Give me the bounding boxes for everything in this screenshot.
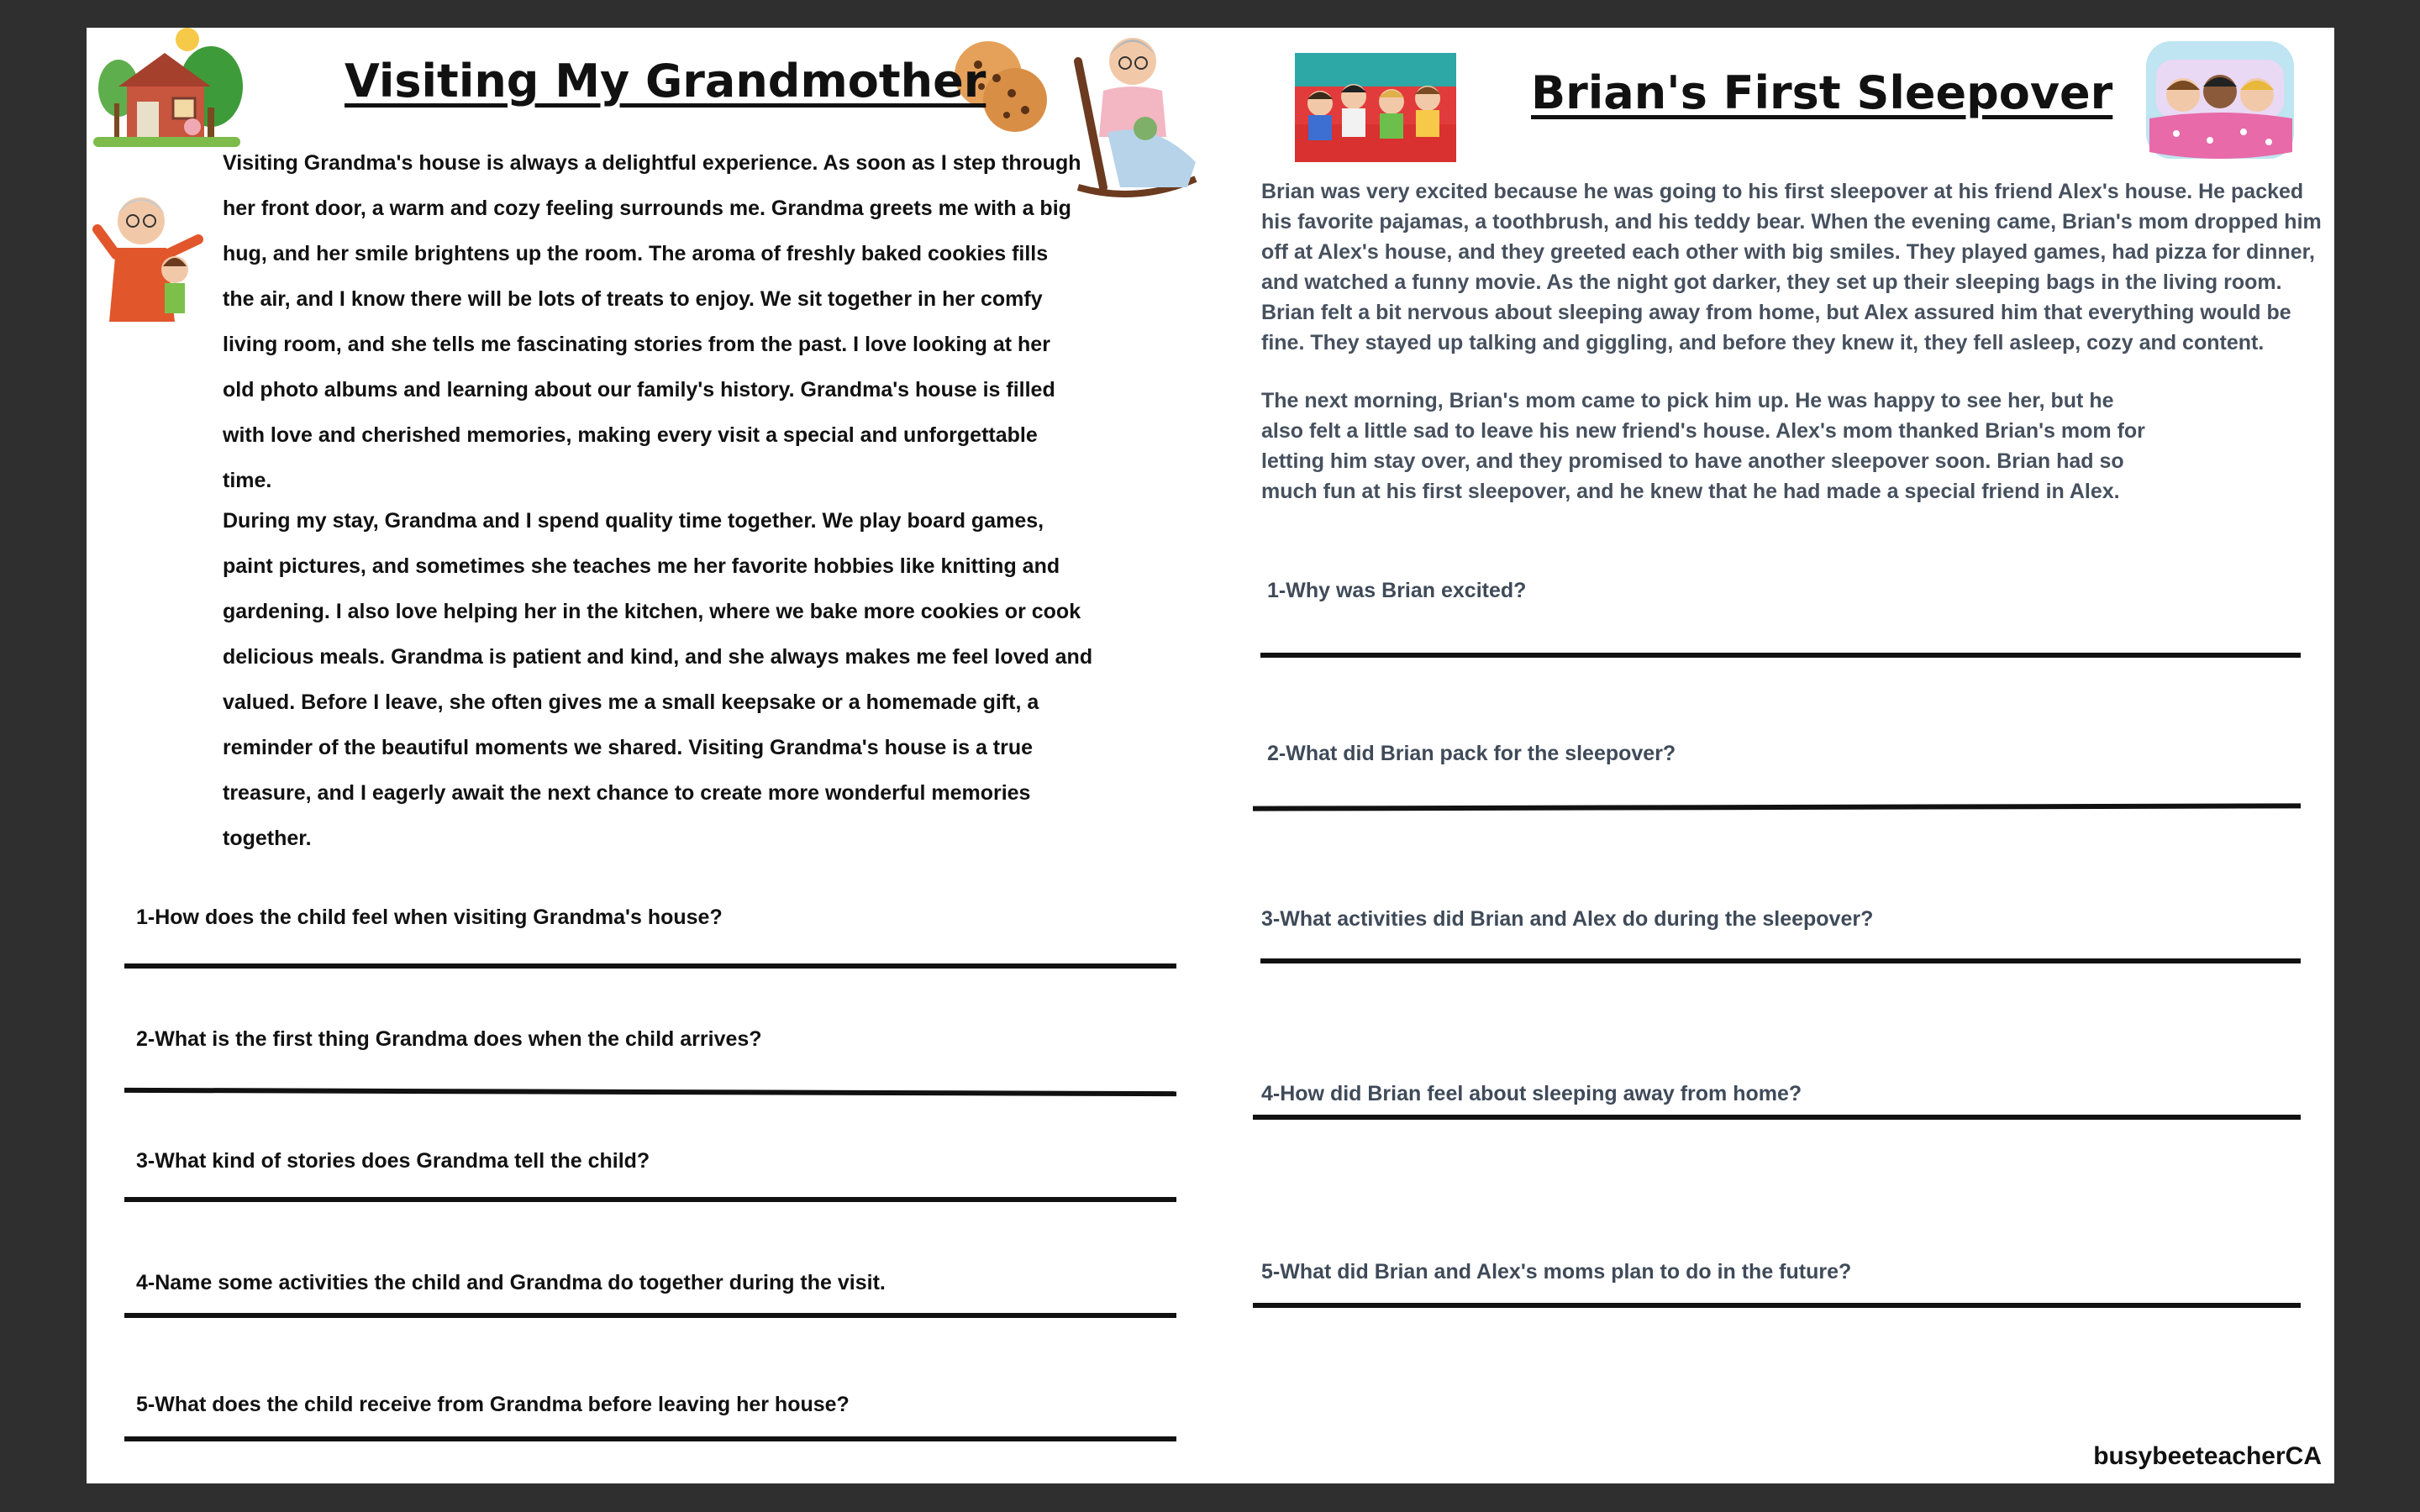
story-line: the air, and I know there will be lots of treats to enjoy. We sit together in her comfy bbox=[223, 287, 1043, 311]
kids-in-bed-illustration bbox=[2143, 34, 2298, 165]
right-question-5: 5-What did Brian and Alex's moms plan to do in the future? bbox=[1261, 1260, 1852, 1284]
sleepover-kids-illustration bbox=[1295, 53, 1456, 162]
answer-line-left-3[interactable] bbox=[124, 1197, 1176, 1202]
right-story-paragraph-2 bbox=[1261, 386, 2145, 507]
answer-line-left-1[interactable] bbox=[124, 963, 1176, 969]
right-story-paragraph-1 bbox=[1261, 176, 2322, 358]
answer-line-right-1[interactable] bbox=[1260, 653, 2301, 658]
answer-line-right-5[interactable] bbox=[1253, 1303, 2301, 1308]
right-question-2: 2-What did Brian pack for the sleepover? bbox=[1267, 742, 1676, 765]
story-line: Brian felt a bit nervous about sleeping away from home, but Alex assured him that everything would be bbox=[1261, 301, 2291, 324]
answer-line-right-2[interactable] bbox=[1253, 803, 2301, 811]
left-question-1: 1-How does the child feel when visiting Grandma's house? bbox=[136, 906, 723, 929]
story-line: During my stay, Grandma and I spend quality time together. We play board games, bbox=[223, 509, 1044, 533]
story-line: valued. Before I leave, she often gives me a small keepsake or a homemade gift, a bbox=[223, 690, 1039, 714]
story-line: her front door, a warm and cozy feeling surrounds me. Grandma greets me with a big bbox=[223, 197, 1071, 220]
story-line: Brian was very excited because he was going to his first sleepover at his friend Alex's house. He packed bbox=[1261, 180, 2304, 203]
answer-line-right-4[interactable] bbox=[1253, 1115, 2301, 1120]
answer-line-left-5[interactable] bbox=[124, 1436, 1176, 1441]
story-line: fine. They stayed up talking and giggling, and before they knew it, they fell asleep, cozy and content. bbox=[1261, 331, 2265, 354]
story-line: much fun at his first sleepover, and he knew that he had made a special friend in Alex. bbox=[1261, 480, 2120, 503]
left-story-paragraph-2 bbox=[223, 498, 1105, 861]
story-line: delicious meals. Grandma is patient and kind, and she always makes me feel loved and bbox=[223, 645, 1093, 669]
story-line: living room, and she tells me fascinating stories from the past. I love looking at her bbox=[223, 333, 1050, 356]
left-story-title: Visiting My Grandmother bbox=[345, 55, 986, 108]
worksheet-page bbox=[87, 28, 2334, 1483]
story-line: old photo albums and learning about our family's history. Grandma's house is filled bbox=[223, 378, 1055, 402]
footer-watermark: busybeeteacherCA bbox=[2093, 1442, 2322, 1470]
right-question-3: 3-What activities did Brian and Alex do during the sleepover? bbox=[1261, 907, 1874, 931]
right-story-title: Brian's First Sleepover bbox=[1531, 66, 2113, 119]
story-line: reminder of the beautiful moments we shared. Visiting Grandma's house is a true bbox=[223, 736, 1034, 759]
story-line: time. bbox=[223, 469, 272, 492]
right-question-4: 4-How did Brian feel about sleeping away from home? bbox=[1261, 1082, 1802, 1105]
story-line: hug, and her smile brightens up the room. The aroma of freshly baked cookies fills bbox=[223, 242, 1049, 265]
story-line: letting him stay over, and they promised to have another sleepover soon. Brian had so bbox=[1261, 449, 2124, 473]
story-line: paint pictures, and sometimes she teaches me her favorite hobbies like knitting and bbox=[223, 554, 1060, 578]
answer-line-right-3[interactable] bbox=[1260, 958, 2301, 963]
house-illustration bbox=[93, 28, 245, 154]
left-question-4: 4-Name some activities the child and Grandma do together during the visit. bbox=[136, 1271, 886, 1294]
left-question-2: 2-What is the first thing Grandma does when the child arrives? bbox=[136, 1027, 762, 1051]
story-line: with love and cherished memories, making every visit a special and unforgettable bbox=[223, 423, 1038, 447]
story-line: also felt a little sad to leave his new friend's house. Alex's mom thanked Brian's mom for bbox=[1261, 419, 2145, 443]
left-story-paragraph-1 bbox=[223, 140, 1105, 503]
story-line: Visiting Grandma's house is always a delightful experience. As soon as I step through bbox=[223, 151, 1081, 175]
story-line: his favorite pajamas, a toothbrush, and his teddy bear. When the evening came, Brian's mom dropped him bbox=[1261, 210, 2322, 234]
left-question-5: 5-What does the child receive from Grandma before leaving her house? bbox=[136, 1393, 850, 1416]
story-line: gardening. I also love helping her in the kitchen, where we bake more cookies or cook bbox=[223, 600, 1081, 623]
story-line: treasure, and I eagerly await the next chance to create more wonderful memories bbox=[223, 781, 1031, 805]
left-question-3: 3-What kind of stories does Grandma tell the child? bbox=[136, 1149, 650, 1173]
right-question-1: 1-Why was Brian excited? bbox=[1267, 579, 1527, 602]
grandma-hug-illustration bbox=[91, 179, 208, 339]
answer-line-left-4[interactable] bbox=[124, 1313, 1176, 1318]
story-line: together. bbox=[223, 827, 312, 850]
answer-line-left-2[interactable] bbox=[124, 1088, 1176, 1096]
story-line: and watched a funny movie. As the night got darker, they set up their sleeping bags in the living room. bbox=[1261, 270, 2282, 294]
story-line: The next morning, Brian's mom came to pick him up. He was happy to see her, but he bbox=[1261, 389, 2114, 412]
story-line: off at Alex's house, and they greeted each other with big smiles. They played games, had pizza for dinner, bbox=[1261, 240, 2315, 264]
